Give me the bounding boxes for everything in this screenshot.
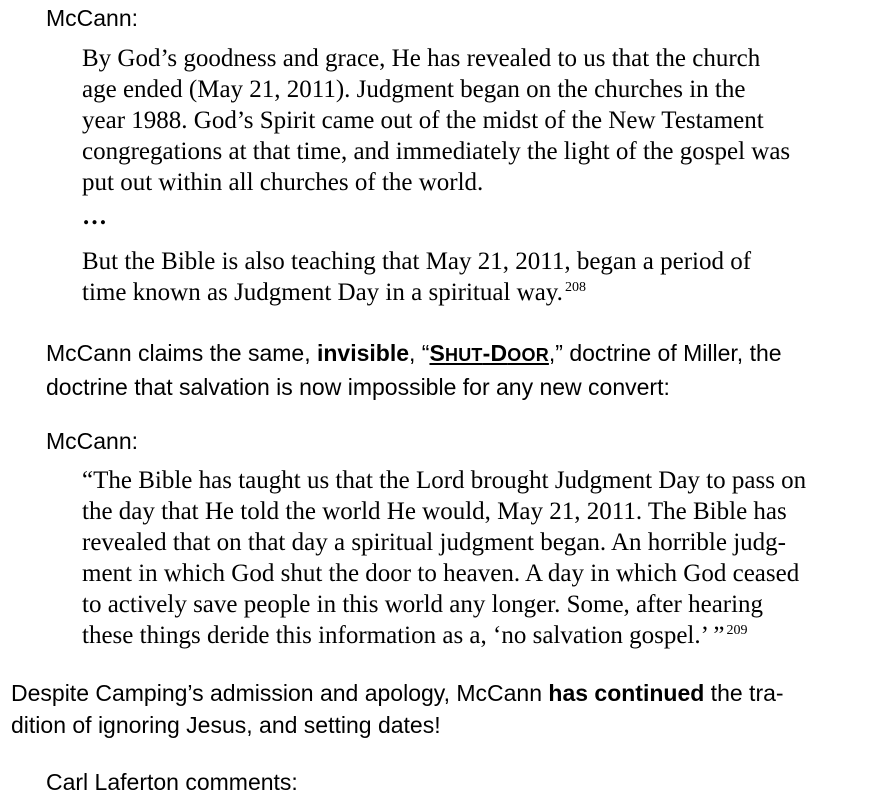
block-quote-1-continued [82, 246, 872, 308]
bold-invisible: invisible [316, 340, 410, 366]
paragraph-line [46, 337, 866, 371]
quote-line: congregations at that time, and immediately the light of the gospel was [82, 138, 791, 165]
quote-line: revealed that on that day a spiritual judgment began. An horrible judg- [82, 529, 786, 556]
quote-line: year 1988. God’s Spirit came out of the midst of the New Testament [82, 107, 764, 134]
paragraph-line: doctrine that salvation is now impossible for any new convert: [46, 374, 670, 400]
text-run: ,” doctrine of Miller, the [548, 340, 782, 366]
paragraph-line: dition of ignoring Jesus, and setting dates! [11, 712, 441, 738]
quote-line: But the Bible is also teaching that May 21, 2011, began a period of [82, 248, 752, 275]
text-run: D [490, 340, 508, 366]
body-paragraph-shut-door [46, 337, 866, 403]
text-run: Despite Camping’s admission and apology, McCann [11, 680, 549, 706]
text-run: OOR [507, 345, 549, 365]
quote-line: to actively save people in this world any longer. Some, after hearing [82, 591, 764, 618]
footnote-marker: 208 [564, 280, 586, 295]
block-quote-2 [82, 465, 872, 651]
footnote-marker: 209 [726, 623, 748, 638]
shut-door-term [429, 340, 548, 366]
text-run: HUT [445, 345, 483, 365]
speaker-label-mccann: McCann: [46, 5, 139, 31]
quote-text: these things deride this information as a, ‘no salvation gospel.’ ” [82, 622, 725, 649]
text-run: - [482, 340, 491, 366]
body-paragraph-camping [11, 677, 866, 741]
text-run: the tra- [704, 680, 784, 706]
paragraph-line [11, 677, 866, 709]
ellipsis: … [82, 203, 107, 230]
quote-line [82, 277, 872, 308]
text-run: McCann claims the same, [46, 340, 317, 366]
quote-text: time known as Judgment Day in a spiritual way. [82, 279, 563, 306]
bold-has-continued: has continued [548, 680, 705, 706]
quote-line: the day that He told the world He would, May 21, 2011. The Bible has [82, 498, 787, 525]
speaker-label-mccann: McCann: [46, 428, 139, 454]
quote-line: By God’s goodness and grace, He has revealed to us that the church [82, 45, 761, 72]
text-run: , “ [409, 340, 430, 366]
text-run: S [429, 340, 446, 366]
quote-line: ment in which God shut the door to heaven. A day in which God ceased [82, 560, 800, 587]
block-quote-1 [82, 43, 872, 198]
speaker-label-carl-laferton: Carl Laferton comments: [46, 769, 298, 795]
quote-line [82, 620, 872, 651]
quote-line: put out within all churches of the world. [82, 169, 484, 196]
quote-line: “The Bible has taught us that the Lord brought Judgment Day to pass on [82, 467, 807, 494]
quote-line: age ended (May 21, 2011). Judgment began on the churches in the [82, 76, 746, 103]
